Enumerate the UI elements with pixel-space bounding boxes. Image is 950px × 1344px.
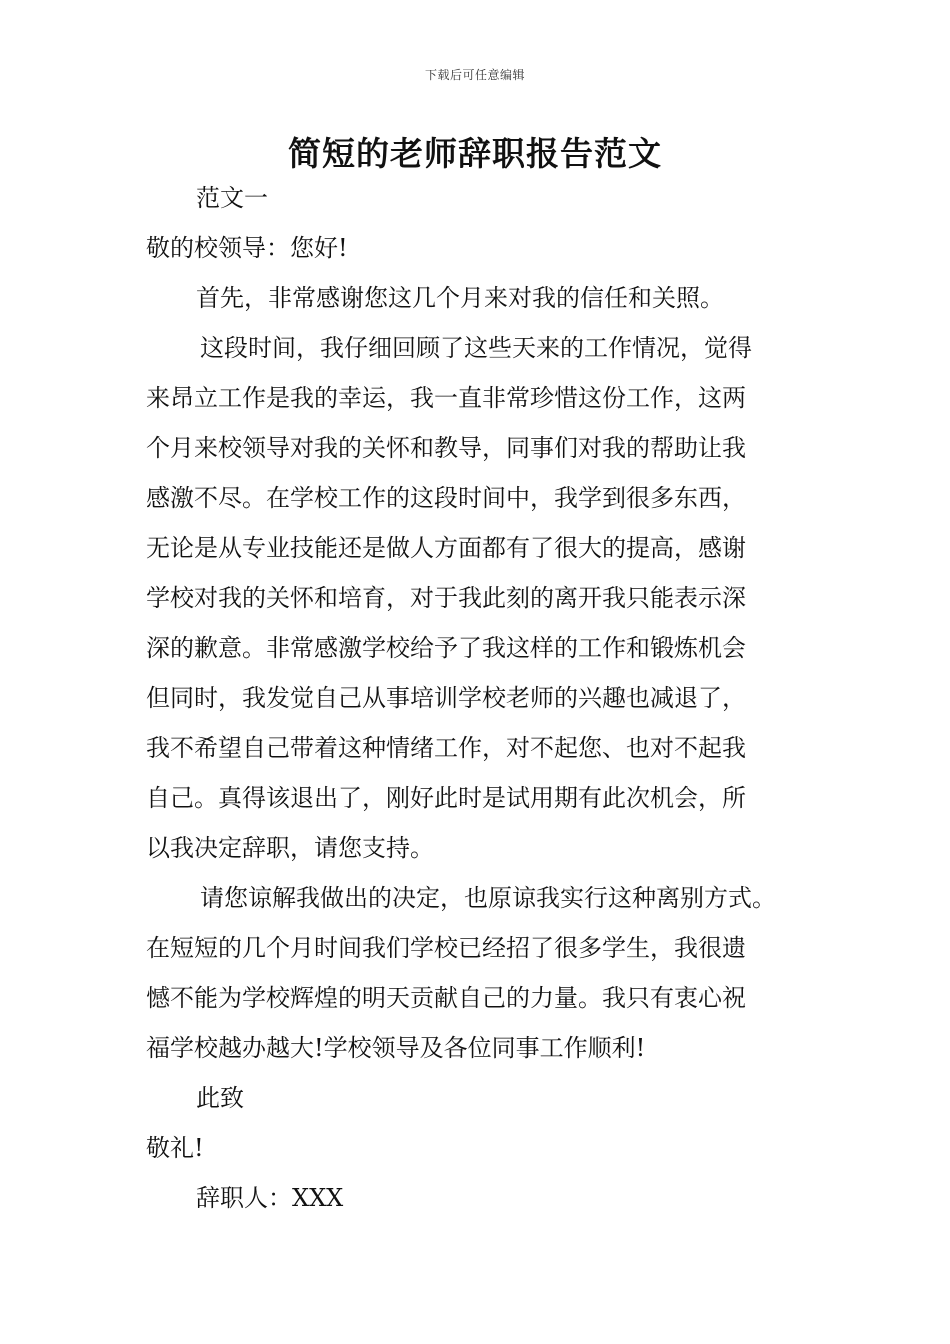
body-line: 感激不尽。在学校工作的这段时间中，我学到很多东西，	[146, 484, 746, 512]
closing-line: 此致	[196, 1084, 244, 1112]
body-line: 深的歉意。非常感激学校给予了我这样的工作和锻炼机会	[146, 634, 746, 662]
body-line: 请您谅解我做出的决定，也原谅我实行这种离别方式。	[200, 884, 776, 912]
body-line: 来昂立工作是我的幸运，我一直非常珍惜这份工作，这两	[146, 384, 746, 412]
section-label: 范文一	[196, 184, 268, 212]
body-line: 福学校越办越大!学校领导及各位同事工作顺利!	[146, 1034, 646, 1062]
body-line: 以我决定辞职，请您支持。	[146, 834, 434, 862]
document-title: 简短的老师辞职报告范文	[288, 134, 662, 173]
body-line: 这段时间，我仔细回顾了这些天来的工作情况，觉得	[200, 334, 752, 362]
closing-regards: 敬礼!	[146, 1134, 204, 1162]
body-line: 憾不能为学校辉煌的明天贡献自己的力量。我只有衷心祝	[146, 984, 746, 1012]
body-line: 个月来校领导对我的关怀和教导，同事们对我的帮助让我	[146, 434, 746, 462]
header-note: 下载后可任意编辑	[424, 68, 525, 82]
body-line: 学校对我的关怀和培育，对于我此刻的离开我只能表示深	[146, 584, 746, 612]
salutation: 敬的校领导：您好!	[146, 234, 348, 262]
body-line: 自己。真得该退出了，刚好此时是试用期有此次机会，所	[146, 784, 746, 812]
body-line: 但同时，我发觉自己从事培训学校老师的兴趣也减退了，	[146, 684, 746, 712]
body-line: 无论是从专业技能还是做人方面都有了很大的提高，感谢	[146, 534, 746, 562]
signature-line: 辞职人：XXX	[196, 1184, 344, 1212]
body-line: 在短短的几个月时间我们学校已经招了很多学生，我很遗	[146, 934, 746, 962]
body-line: 我不希望自己带着这种情绪工作，对不起您、也对不起我	[146, 734, 746, 762]
body-line: 首先，非常感谢您这几个月来对我的信任和关照。	[196, 284, 724, 312]
